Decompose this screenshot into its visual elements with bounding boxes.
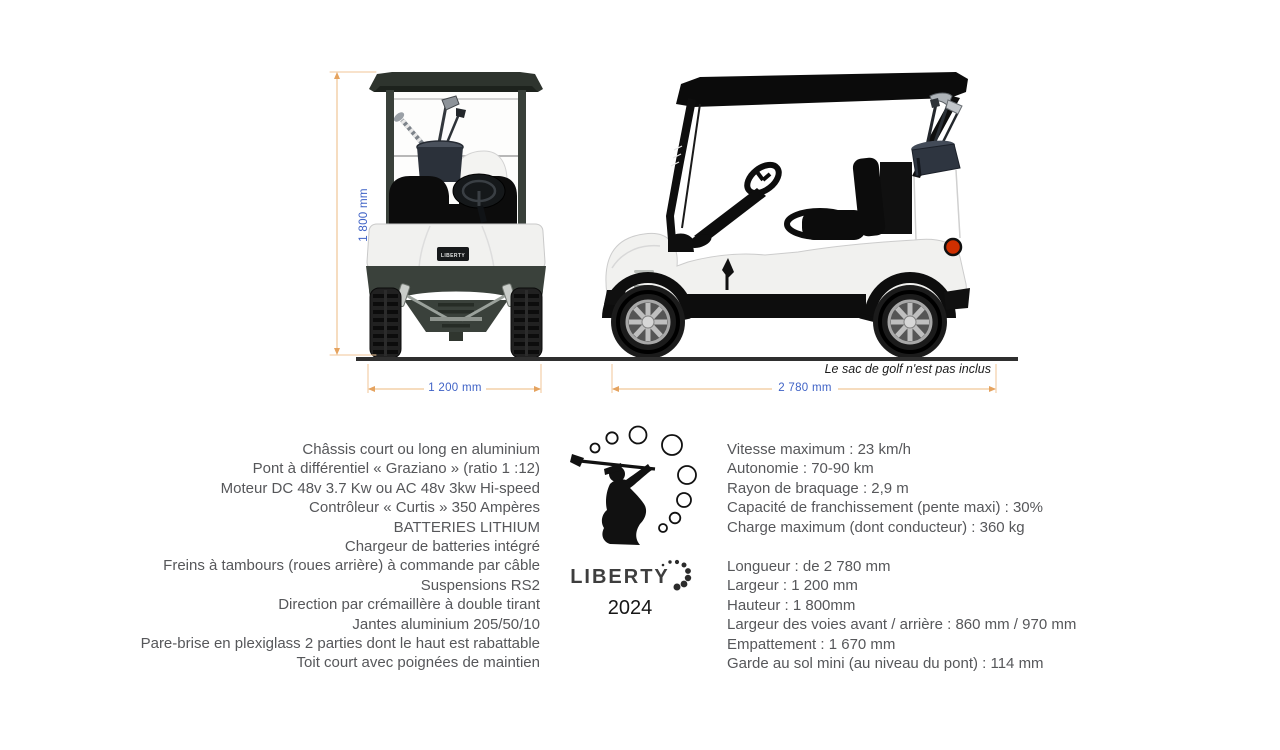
brand-logo bbox=[560, 414, 700, 619]
model-year: 2024 bbox=[607, 597, 653, 619]
spec-item: Autonomie : 70-90 km bbox=[727, 460, 874, 478]
spec-item: Jantes aluminium 205/50/10 bbox=[352, 615, 540, 633]
dimension-height bbox=[330, 72, 376, 355]
spec-item: Contrôleur « Curtis » 350 Ampères bbox=[309, 499, 540, 517]
spec-item: Capacité de franchissement (pente maxi) : 30% bbox=[727, 499, 1043, 517]
front-hitch bbox=[449, 332, 463, 341]
golf-bag-note: Le sac de golf n'est pas inclus bbox=[824, 362, 991, 376]
front-view-cart bbox=[366, 72, 546, 358]
spec-item: Rayon de braquage : 2,9 m bbox=[727, 479, 909, 497]
spec-item: Largeur des voies avant / arrière : 860 mm / 970 mm bbox=[727, 616, 1077, 634]
side-rocker bbox=[684, 294, 866, 318]
spec-item: Hauteur : 1 800mm bbox=[727, 596, 856, 614]
side-seat-cushion bbox=[802, 210, 866, 240]
dim-height-label: 1 800 mm bbox=[358, 188, 370, 242]
spec-item: Chargeur de batteries intégré bbox=[344, 538, 540, 556]
spec-item: Pare-brise en plexiglass 2 parties dont le haut est rabattable bbox=[140, 635, 540, 653]
spec-item: Toit court avec poignées de maintien bbox=[296, 654, 540, 672]
spec-item: Charge maximum (dont conducteur) : 360 kg bbox=[727, 518, 1025, 536]
spec-item: Vitesse maximum : 23 km/h bbox=[727, 441, 911, 458]
spec-list-left bbox=[120, 440, 540, 673]
dimension-front-width bbox=[368, 364, 541, 395]
front-badge-label: LIBERTY bbox=[440, 253, 466, 259]
front-right-wheel bbox=[511, 288, 542, 358]
spec-item: Garde au sol mini (au niveau du pont) : 114 mm bbox=[727, 655, 1044, 673]
front-left-wheel bbox=[370, 288, 401, 358]
spec-item: Freins à tambours (roues arrière) à commande par câble bbox=[163, 557, 540, 575]
spec-list-right bbox=[727, 440, 1147, 673]
spec-item: Longueur : de 2 780 mm bbox=[727, 558, 891, 576]
side-golf-bag bbox=[910, 93, 962, 176]
spec-item: BATTERIES LITHIUM bbox=[393, 518, 540, 536]
front-right-post bbox=[518, 90, 526, 226]
side-roof bbox=[676, 72, 968, 107]
dim-side-length-label: 2 780 mm bbox=[778, 382, 832, 394]
spec-item: Largeur : 1 200 mm bbox=[727, 577, 858, 595]
spec-item: Châssis court ou long en aluminium bbox=[302, 441, 540, 458]
side-taillight bbox=[945, 239, 961, 255]
spec-item: Moteur DC 48v 3.7 Kw ou AC 48v 3kw Hi-speed bbox=[220, 479, 540, 497]
side-front-wheel bbox=[611, 285, 685, 359]
side-steering-wheel bbox=[687, 159, 784, 250]
brand-wordmark bbox=[560, 559, 700, 591]
spec-item: Empattement : 1 670 mm bbox=[727, 635, 896, 653]
dimension-specs bbox=[727, 557, 1147, 673]
golfer-logo-icon bbox=[560, 414, 700, 554]
performance-specs bbox=[727, 440, 1147, 537]
dim-front-width-label: 1 200 mm bbox=[428, 382, 482, 394]
side-rear-wheel bbox=[873, 285, 947, 359]
spec-item: Direction par crémaillère à double tirant bbox=[278, 596, 540, 614]
spec-item: Pont à différentiel « Graziano » (ratio 1 :12) bbox=[252, 460, 540, 478]
side-view-cart bbox=[602, 72, 970, 359]
spec-item: Suspensions RS2 bbox=[420, 576, 540, 594]
brand-name: LIBERTY bbox=[570, 566, 670, 588]
